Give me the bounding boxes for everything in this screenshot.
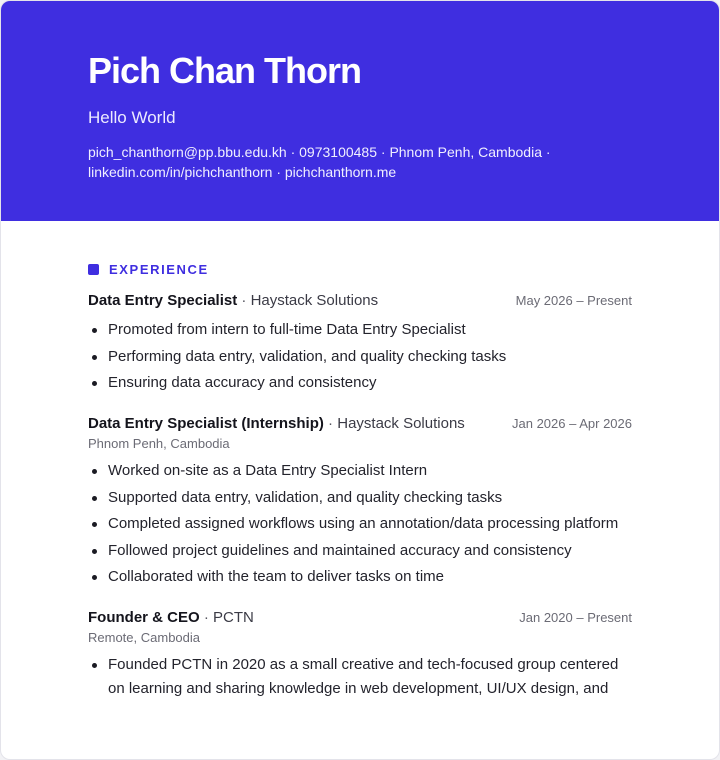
job-company: Haystack Solutions (337, 415, 465, 432)
job-title: Founder & CEO (88, 609, 200, 626)
list-item: Supported data entry, validation, and quality checking tasks (88, 486, 632, 510)
list-item: Followed project guidelines and maintained accuracy and consistency (88, 539, 632, 563)
tagline: Hello World (88, 108, 176, 127)
job-entry (88, 413, 632, 589)
job-title: Data Entry Specialist (Internship) (88, 415, 324, 432)
job-company: PCTN (213, 609, 254, 626)
resume-header (1, 1, 719, 221)
contact-line-1: pich_chanthorn@pp.bbu.edu.kh · 0973100485 · Phnom Penh, Cambodia · (88, 144, 551, 160)
candidate-name: Pich Chan Thorn (88, 50, 361, 91)
job-separator: · (199, 609, 214, 626)
job-company: Haystack Solutions (250, 292, 379, 309)
contact-line-2: linkedin.com/in/pichchanthorn · pichchanthorn.me (88, 163, 397, 180)
experience-section-header (88, 261, 632, 277)
job-header (88, 413, 632, 435)
list-item: Collaborated with the team to deliver tasks on time (88, 565, 632, 589)
job-title: Data Entry Specialist (88, 292, 238, 309)
section-title: EXPERIENCE (109, 261, 209, 277)
job-header (88, 607, 632, 629)
resume-content (1, 221, 719, 701)
job-location: Phnom Penh, Cambodia (88, 436, 230, 451)
job-bullets (88, 318, 632, 395)
list-item: Ensuring data accuracy and consistency (88, 371, 632, 395)
job-separator: · (323, 415, 338, 432)
square-bullet-icon (88, 264, 99, 275)
job-bullets (88, 459, 632, 589)
list-item: Performing data entry, validation, and quality checking tasks (88, 345, 632, 369)
job-location: Remote, Cambodia (88, 630, 200, 645)
list-item: Worked on-site as a Data Entry Specialist Intern (88, 459, 632, 483)
job-dates: Jan 2026 – Apr 2026 (512, 416, 632, 431)
job-header (88, 290, 632, 312)
list-item: Founded PCTN in 2020 as a small creative and tech-focused group centered on learning and sharing knowledge in web development, UI/UX design, and (88, 653, 632, 701)
job-entry (88, 607, 632, 701)
job-entry (88, 290, 632, 395)
job-bullets (88, 653, 632, 701)
list-item: Promoted from intern to full-time Data Entry Specialist (88, 318, 632, 342)
contact-info (88, 143, 588, 182)
list-item: Completed assigned workflows using an annotation/data processing platform (88, 512, 632, 536)
job-separator: · (237, 292, 251, 309)
job-dates: Jan 2020 – Present (519, 610, 632, 625)
job-dates: May 2026 – Present (515, 293, 632, 308)
